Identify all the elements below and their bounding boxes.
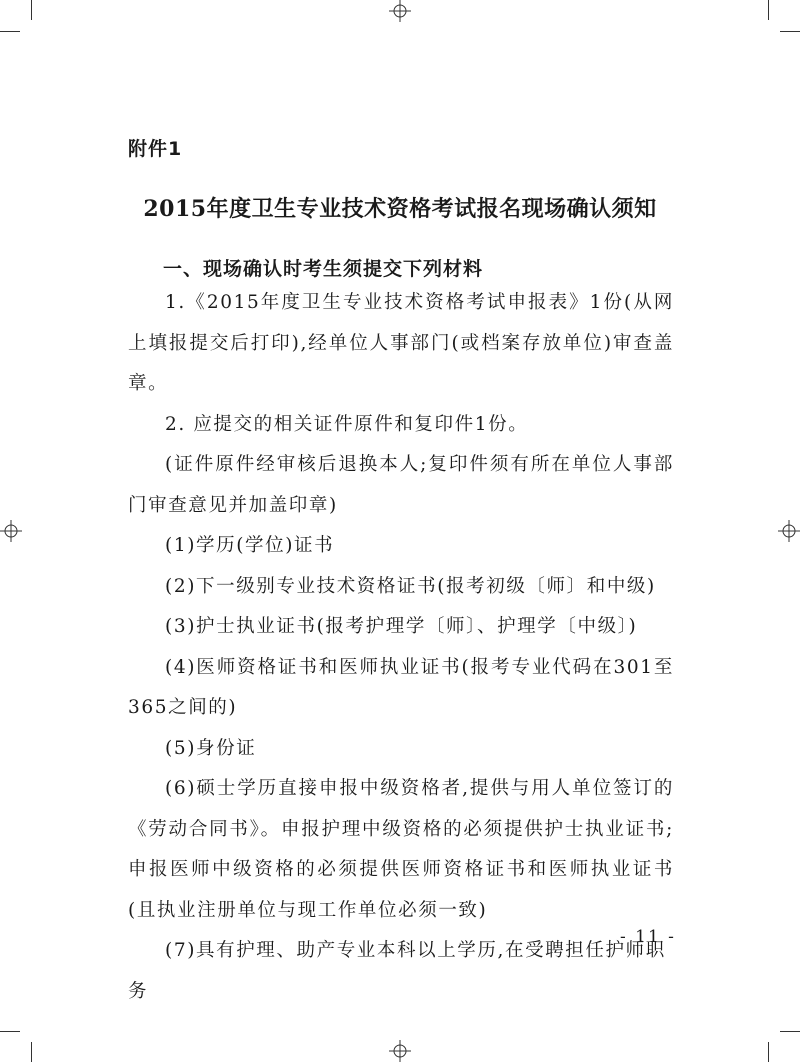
registration-mark-icon bbox=[778, 520, 800, 542]
page-number: - 11 - bbox=[620, 927, 676, 947]
crop-mark bbox=[780, 31, 800, 32]
crop-mark bbox=[768, 1042, 769, 1062]
crop-mark bbox=[0, 1031, 20, 1032]
crop-mark bbox=[31, 1042, 32, 1062]
section-heading: 一、现场确认时考生须提交下列材料 bbox=[163, 258, 484, 280]
list-item: (2)下一级别专业技术资格证书(报考初级〔师〕和中级) bbox=[165, 575, 656, 597]
document-body bbox=[128, 283, 674, 1012]
list-item: (7)具有护理、助产专业本科以上学历,在受聘担任护师职务 bbox=[128, 940, 666, 1002]
list-item: (3)护士执业证书(报考护理学〔师〕、护理学〔中级〕) bbox=[165, 616, 638, 637]
crop-mark bbox=[768, 0, 769, 20]
list-item: (6)硕士学历直接申报中级资格者,提供与用人单位签订的《劳动合同书》。申报护理中级资格的必须提供护士执业证书;申报医师中级资格的必须提供医师资格证书和医师执业证书(且执业注册单位与现工作单位必须一致) bbox=[128, 778, 674, 921]
registration-mark-icon bbox=[389, 1040, 411, 1062]
crop-mark bbox=[31, 0, 32, 20]
attachment-label: 附件1 bbox=[128, 138, 183, 160]
crop-mark bbox=[780, 1031, 800, 1032]
registration-mark-icon bbox=[389, 0, 411, 22]
list-item: (5)身份证 bbox=[165, 737, 257, 759]
crop-mark bbox=[0, 31, 20, 32]
paragraph: (证件原件经审核后退换本人;复印件须有所在单位人事部门审查意见并加盖印章) bbox=[128, 454, 674, 516]
paragraph: 1.《2015年度卫生专业技术资格考试申报表》1份(从网上填报提交后打印),经单位人事部门(或档案存放单位)审查盖章。 bbox=[128, 292, 674, 394]
document-title: 2015年度卫生专业技术资格考试报名现场确认须知 bbox=[143, 196, 657, 222]
registration-mark-icon bbox=[0, 520, 22, 542]
list-item: (4)医师资格证书和医师执业证书(报考专业代码在301至365之间的) bbox=[128, 656, 674, 718]
list-item: (1)学历(学位)证书 bbox=[165, 535, 335, 556]
paragraph: 2. 应提交的相关证件原件和复印件1份。 bbox=[165, 413, 529, 435]
